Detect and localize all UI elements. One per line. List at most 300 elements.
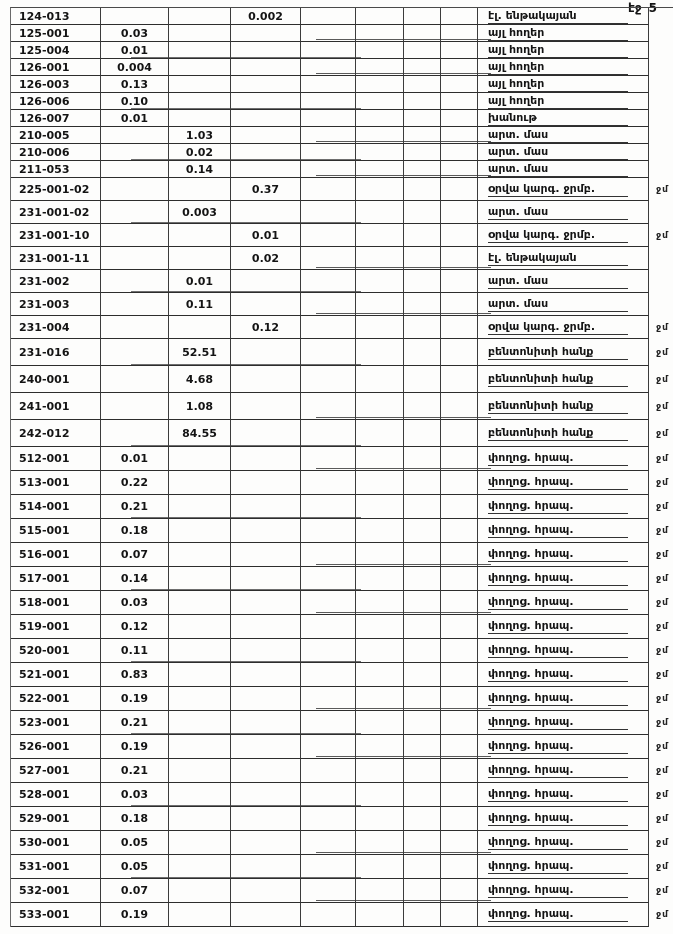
- value-col3-cell: [231, 567, 301, 591]
- value-col1-cell-text: 0.83: [120, 668, 149, 681]
- code-cell-text: 517-001: [19, 572, 70, 585]
- margin-note-text: ջմ: [656, 184, 669, 195]
- description-cell-text: էլ. ենթակայան: [488, 9, 628, 24]
- value-col2-cell: [169, 144, 231, 161]
- code-cell: [11, 519, 101, 543]
- value-col3-cell: [231, 855, 301, 879]
- description-cell: [478, 687, 649, 711]
- description-cell-text: փողոց. հրապ.: [488, 595, 628, 610]
- empty-cell: [301, 855, 356, 879]
- value-col2-cell-text: 1.03: [185, 128, 214, 142]
- value-col2-cell-text: 84.55: [182, 426, 217, 440]
- empty-cell: [404, 201, 441, 224]
- value-col1-cell: [101, 127, 169, 144]
- code-cell-text: 515-001: [19, 524, 70, 537]
- margin-note: [649, 471, 673, 495]
- margin-note: [649, 393, 673, 420]
- value-col1-cell-text: 0.18: [120, 524, 149, 537]
- table-row: [11, 903, 673, 927]
- value-col2-cell: [169, 25, 231, 42]
- empty-cell: [441, 93, 478, 110]
- empty-cell: [301, 615, 356, 639]
- code-cell-text: 512-001: [19, 452, 70, 465]
- margin-note: [649, 903, 673, 927]
- value-col2-cell: [169, 59, 231, 76]
- empty-cell: [356, 178, 404, 201]
- value-col2-cell: [169, 42, 231, 59]
- empty-cell: [404, 687, 441, 711]
- empty-cell: [356, 639, 404, 663]
- description-cell-text: փողոց. հրապ.: [488, 643, 628, 658]
- empty-cell: [356, 293, 404, 316]
- empty-cell: [356, 663, 404, 687]
- value-col1-cell-text: 0.18: [120, 812, 149, 825]
- margin-note: [649, 293, 673, 316]
- table-row: [11, 178, 673, 201]
- description-cell-text: փողոց. հրապ.: [488, 859, 628, 874]
- code-cell: [11, 110, 101, 127]
- empty-cell: [301, 59, 356, 76]
- description-cell-text: փողոց. հրապ.: [488, 787, 628, 802]
- empty-cell: [404, 783, 441, 807]
- empty-cell: [356, 316, 404, 339]
- value-col2-cell: [169, 8, 231, 25]
- value-col1-cell: [101, 144, 169, 161]
- value-col1-cell-text: 0.21: [120, 716, 149, 729]
- empty-cell: [441, 663, 478, 687]
- empty-cell: [441, 759, 478, 783]
- margin-note: [649, 161, 673, 178]
- value-col2-cell: [169, 224, 231, 247]
- code-cell: [11, 25, 101, 42]
- value-col1-cell-text: 0.05: [120, 836, 149, 849]
- value-col1-cell: [101, 615, 169, 639]
- value-col3-cell: [231, 127, 301, 144]
- value-col3-cell: [231, 393, 301, 420]
- value-col3-cell-text: 0.12: [251, 320, 280, 334]
- description-cell: [478, 615, 649, 639]
- value-col3-cell: [231, 178, 301, 201]
- empty-cell: [441, 567, 478, 591]
- code-cell: [11, 591, 101, 615]
- empty-cell: [441, 316, 478, 339]
- empty-cell: [404, 59, 441, 76]
- code-cell-text: 518-001: [19, 596, 70, 609]
- value-col1-cell-text: 0.19: [120, 740, 149, 753]
- description-cell-text: փողոց. հրապ.: [488, 667, 628, 682]
- margin-note: [649, 567, 673, 591]
- code-cell: [11, 76, 101, 93]
- code-cell-text: 529-001: [19, 812, 70, 825]
- empty-cell: [356, 447, 404, 471]
- code-cell-text: 231-001-10: [19, 228, 90, 242]
- empty-cell: [441, 293, 478, 316]
- value-col1-cell-text: 0.19: [120, 908, 149, 921]
- empty-cell: [441, 8, 478, 25]
- margin-note: [649, 420, 673, 447]
- empty-cell: [356, 855, 404, 879]
- empty-cell: [356, 831, 404, 855]
- value-col2-cell: [169, 711, 231, 735]
- empty-cell: [356, 393, 404, 420]
- empty-cell: [356, 903, 404, 927]
- empty-cell: [441, 76, 478, 93]
- empty-cell: [356, 615, 404, 639]
- value-col3-cell-text: 0.02: [251, 251, 280, 265]
- value-col1-cell: [101, 495, 169, 519]
- code-cell: [11, 293, 101, 316]
- empty-cell: [301, 178, 356, 201]
- description-cell: [478, 201, 649, 224]
- description-cell-text: էլ. ենթակայան: [488, 251, 628, 266]
- value-col3-cell: [231, 270, 301, 293]
- value-col1-cell: [101, 759, 169, 783]
- table-row: [11, 567, 673, 591]
- description-cell-text: փողոց. հրապ.: [488, 763, 628, 778]
- empty-cell: [404, 76, 441, 93]
- value-col3-cell: [231, 615, 301, 639]
- table-row: [11, 93, 673, 110]
- value-col1-cell-text: 0.03: [120, 26, 149, 40]
- empty-cell: [301, 735, 356, 759]
- margin-note: [649, 25, 673, 42]
- description-cell-text: արտ. մաս: [488, 205, 628, 220]
- empty-cell: [404, 879, 441, 903]
- margin-note: [649, 366, 673, 393]
- empty-cell: [301, 339, 356, 366]
- empty-cell: [404, 639, 441, 663]
- empty-cell: [356, 471, 404, 495]
- code-cell-text: 126-007: [19, 111, 70, 125]
- empty-cell: [404, 591, 441, 615]
- value-col1-cell: [101, 420, 169, 447]
- empty-cell: [404, 420, 441, 447]
- empty-cell: [356, 543, 404, 567]
- empty-cell: [356, 110, 404, 127]
- empty-cell: [404, 711, 441, 735]
- code-cell-text: 519-001: [19, 620, 70, 633]
- empty-cell: [356, 366, 404, 393]
- empty-cell: [301, 495, 356, 519]
- empty-cell: [404, 471, 441, 495]
- empty-cell: [356, 339, 404, 366]
- value-col3-cell: [231, 543, 301, 567]
- table-row: [11, 25, 673, 42]
- value-col1-cell: [101, 93, 169, 110]
- description-cell-text: փողոց. հրապ.: [488, 811, 628, 826]
- margin-note-text: ջմ: [656, 322, 669, 333]
- empty-cell: [441, 178, 478, 201]
- description-cell: [478, 831, 649, 855]
- empty-cell: [301, 76, 356, 93]
- empty-cell: [441, 393, 478, 420]
- code-cell: [11, 339, 101, 366]
- value-col1-cell: [101, 25, 169, 42]
- value-col2-cell: [169, 879, 231, 903]
- description-cell: [478, 110, 649, 127]
- margin-note: [649, 76, 673, 93]
- value-col1-cell-text: 0.11: [120, 644, 149, 657]
- empty-cell: [301, 293, 356, 316]
- empty-cell: [441, 831, 478, 855]
- value-col1-cell: [101, 42, 169, 59]
- code-cell: [11, 759, 101, 783]
- table-row: [11, 366, 673, 393]
- margin-note-text: ջմ: [656, 838, 669, 848]
- margin-note: [649, 615, 673, 639]
- value-col1-cell: [101, 543, 169, 567]
- table-row: [11, 591, 673, 615]
- description-cell-text: փողոց. հրապ.: [488, 691, 628, 706]
- code-cell-text: 225-001-02: [19, 182, 90, 196]
- code-cell-text: 231-016: [19, 345, 70, 359]
- table-row: [11, 59, 673, 76]
- table-row: [11, 110, 673, 127]
- table-row: [11, 293, 673, 316]
- empty-cell: [404, 339, 441, 366]
- value-col1-cell: [101, 59, 169, 76]
- empty-cell: [441, 42, 478, 59]
- value-col3-cell: [231, 59, 301, 76]
- empty-cell: [301, 161, 356, 178]
- code-cell-text: 210-005: [19, 128, 70, 142]
- margin-note: [649, 447, 673, 471]
- value-col1-cell: [101, 76, 169, 93]
- empty-cell: [404, 178, 441, 201]
- value-col1-cell-text: 0.05: [120, 860, 149, 873]
- empty-cell: [301, 519, 356, 543]
- margin-note-text: ջմ: [656, 886, 669, 896]
- value-col3-cell: [231, 687, 301, 711]
- empty-cell: [301, 366, 356, 393]
- empty-cell: [356, 8, 404, 25]
- value-col3-cell: [231, 42, 301, 59]
- table-row: [11, 127, 673, 144]
- description-cell: [478, 178, 649, 201]
- value-col3-cell: [231, 316, 301, 339]
- margin-note-text: ջմ: [656, 454, 669, 464]
- description-cell: [478, 591, 649, 615]
- value-col2-cell: [169, 783, 231, 807]
- value-col1-cell-text: 0.01: [120, 452, 149, 465]
- code-cell-text: 126-003: [19, 77, 70, 91]
- margin-note: [649, 8, 673, 25]
- empty-cell: [441, 59, 478, 76]
- margin-note-text: ջմ: [656, 502, 669, 512]
- description-cell-text: փողոց. հրապ.: [488, 547, 628, 562]
- value-col2-cell: [169, 393, 231, 420]
- empty-cell: [356, 201, 404, 224]
- margin-note: [649, 339, 673, 366]
- value-col1-cell: [101, 270, 169, 293]
- empty-cell: [301, 567, 356, 591]
- table-row: [11, 495, 673, 519]
- empty-cell: [441, 110, 478, 127]
- description-cell: [478, 59, 649, 76]
- empty-cell: [356, 759, 404, 783]
- table-row: [11, 339, 673, 366]
- empty-cell: [404, 270, 441, 293]
- value-col1-cell-text: 0.21: [120, 764, 149, 777]
- code-cell: [11, 447, 101, 471]
- margin-note-text: ջմ: [656, 574, 669, 584]
- empty-cell: [356, 711, 404, 735]
- empty-cell: [404, 224, 441, 247]
- code-cell-text: 231-002: [19, 274, 70, 288]
- value-col1-cell-text: 0.01: [120, 43, 149, 57]
- table-row: [11, 76, 673, 93]
- page-label-text: էջ: [627, 1, 642, 15]
- value-col3-cell: [231, 366, 301, 393]
- empty-cell: [404, 366, 441, 393]
- margin-note: [649, 759, 673, 783]
- value-col3-cell: [231, 471, 301, 495]
- empty-cell: [441, 25, 478, 42]
- table-row: [11, 519, 673, 543]
- code-cell: [11, 144, 101, 161]
- empty-cell: [356, 495, 404, 519]
- table-row: [11, 639, 673, 663]
- value-col3-cell: [231, 339, 301, 366]
- code-cell-text: 531-001: [19, 860, 70, 873]
- value-col1-cell: [101, 639, 169, 663]
- value-col2-cell: [169, 420, 231, 447]
- value-col1-cell: [101, 663, 169, 687]
- value-col3-cell: [231, 247, 301, 270]
- empty-cell: [301, 831, 356, 855]
- description-cell-text: փողոց. հրապ.: [488, 571, 628, 586]
- empty-cell: [404, 293, 441, 316]
- code-cell: [11, 543, 101, 567]
- value-col1-cell: [101, 687, 169, 711]
- empty-cell: [301, 879, 356, 903]
- value-col3-cell: [231, 144, 301, 161]
- empty-cell: [356, 127, 404, 144]
- margin-note-text: ջմ: [656, 347, 669, 358]
- empty-cell: [441, 420, 478, 447]
- table-row: [11, 420, 673, 447]
- empty-cell: [356, 735, 404, 759]
- value-col1-cell: [101, 783, 169, 807]
- value-col2-cell: [169, 615, 231, 639]
- empty-cell: [404, 144, 441, 161]
- margin-note-text: ջմ: [656, 230, 669, 241]
- code-cell: [11, 366, 101, 393]
- empty-cell: [404, 247, 441, 270]
- table-row: [11, 42, 673, 59]
- description-cell-text: բենտոնիտի հանք: [488, 426, 628, 441]
- description-cell-text: օրվա կարգ. ջրմբ.: [488, 320, 628, 335]
- table-row: [11, 471, 673, 495]
- description-cell: [478, 735, 649, 759]
- code-cell-text: 126-001: [19, 60, 70, 74]
- empty-cell: [404, 25, 441, 42]
- empty-cell: [404, 161, 441, 178]
- empty-cell: [301, 42, 356, 59]
- value-col2-cell: [169, 161, 231, 178]
- empty-cell: [441, 687, 478, 711]
- code-cell-text: 211-053: [19, 162, 70, 176]
- code-cell-text: 530-001: [19, 836, 70, 849]
- code-cell: [11, 903, 101, 927]
- code-cell-text: 516-001: [19, 548, 70, 561]
- description-cell: [478, 339, 649, 366]
- value-col1-cell: [101, 471, 169, 495]
- empty-cell: [356, 807, 404, 831]
- value-col3-cell: [231, 591, 301, 615]
- empty-cell: [301, 8, 356, 25]
- empty-cell: [301, 687, 356, 711]
- margin-note-text: ջմ: [656, 428, 669, 439]
- code-cell: [11, 711, 101, 735]
- code-cell: [11, 639, 101, 663]
- value-col1-cell-text: 0.14: [120, 572, 149, 585]
- code-cell: [11, 201, 101, 224]
- empty-cell: [404, 127, 441, 144]
- code-cell-text: 523-001: [19, 716, 70, 729]
- empty-cell: [356, 420, 404, 447]
- value-col2-cell: [169, 127, 231, 144]
- code-cell-text: 124-013: [19, 9, 70, 23]
- value-col2-cell: [169, 903, 231, 927]
- code-cell-text: 231-003: [19, 297, 70, 311]
- empty-cell: [404, 663, 441, 687]
- margin-note-text: ջմ: [656, 622, 669, 632]
- value-col3-cell: [231, 735, 301, 759]
- empty-cell: [356, 93, 404, 110]
- code-cell-text: 533-001: [19, 908, 70, 921]
- empty-cell: [441, 270, 478, 293]
- code-cell-text: 532-001: [19, 884, 70, 897]
- empty-cell: [301, 543, 356, 567]
- value-col1-cell: [101, 339, 169, 366]
- value-col1-cell: [101, 903, 169, 927]
- value-col1-cell: [101, 110, 169, 127]
- value-col2-cell: [169, 735, 231, 759]
- value-col3-cell: [231, 25, 301, 42]
- table-row: [11, 316, 673, 339]
- margin-note-text: ջմ: [656, 550, 669, 560]
- value-col2-cell: [169, 687, 231, 711]
- value-col3-cell: [231, 495, 301, 519]
- margin-note: [649, 783, 673, 807]
- value-col1-cell-text: 0.004: [117, 60, 152, 74]
- empty-cell: [441, 224, 478, 247]
- empty-cell: [441, 144, 478, 161]
- description-cell: [478, 8, 649, 25]
- description-cell: [478, 127, 649, 144]
- empty-cell: [356, 247, 404, 270]
- margin-note-text: ջմ: [656, 374, 669, 385]
- value-col1-cell-text: 0.13: [120, 77, 149, 91]
- empty-cell: [301, 93, 356, 110]
- empty-cell: [404, 93, 441, 110]
- table-row: [11, 687, 673, 711]
- value-col2-cell-text: 0.003: [182, 205, 217, 219]
- code-cell: [11, 316, 101, 339]
- code-cell: [11, 663, 101, 687]
- empty-cell: [301, 447, 356, 471]
- description-cell: [478, 639, 649, 663]
- empty-cell: [356, 783, 404, 807]
- value-col1-cell-text: 0.03: [120, 788, 149, 801]
- description-cell: [478, 76, 649, 93]
- empty-cell: [356, 25, 404, 42]
- code-cell: [11, 855, 101, 879]
- description-cell-text: խանութ: [488, 111, 628, 126]
- value-col2-cell: [169, 759, 231, 783]
- table-row: [11, 543, 673, 567]
